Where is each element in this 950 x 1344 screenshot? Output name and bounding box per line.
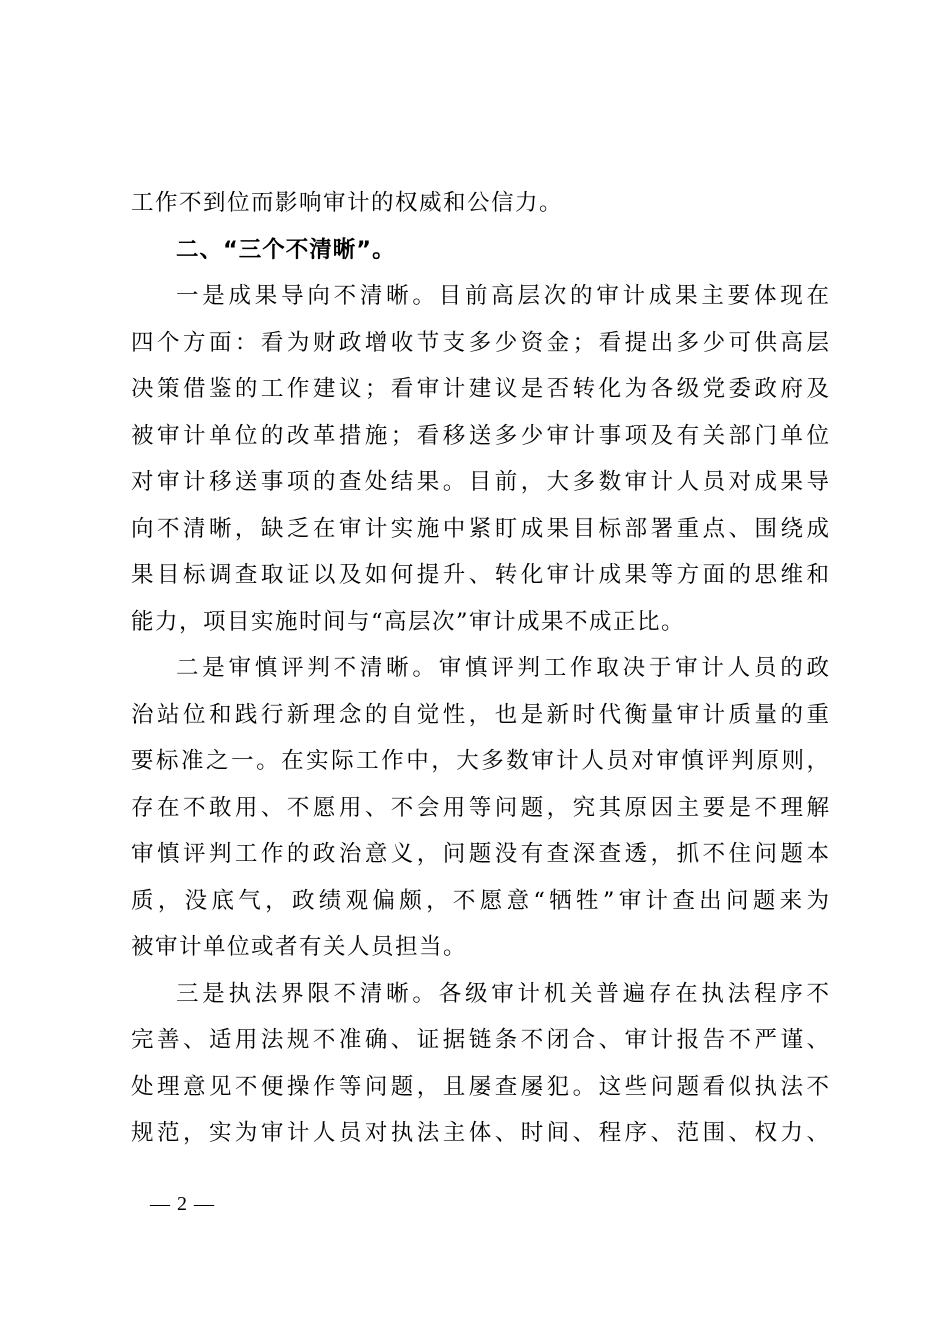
paragraph-line: 审慎评判工作的政治意义，问题没有查深查透，抓不住问题本	[131, 841, 829, 867]
paragraph-line: 工作不到位而影响审计的权威和公信力。	[131, 190, 564, 216]
paragraph-line: 处理意见不便操作等问题，且屡查屡犯。这些问题看似执法不	[131, 1073, 829, 1100]
paragraph-line: 存在不敢用、不愿用、不会用等问题，究其原因主要是不理解	[131, 794, 829, 821]
paragraph-line: 向不清晰，缺乏在审计实施中紧盯成果目标部署重点、围绕成	[131, 515, 829, 542]
paragraph-line: 一是成果导向不清晰。目前高层次的审计成果主要体现在	[176, 283, 829, 309]
paragraph-line: 要标准之一。在实际工作中，大多数审计人员对审慎评判原则，	[131, 748, 829, 774]
document-body	[131, 180, 829, 1157]
paragraph-line: 能力，项目实施时间与“高层次”审计成果不成正比。	[131, 608, 686, 635]
paragraph-line: 果目标调查取证以及如何提升、转化审计成果等方面的思维和	[131, 562, 829, 588]
paragraph-line: 治站位和践行新理念的自觉性，也是新时代衡量审计质量的重	[131, 701, 829, 728]
paragraph-line: 对审计移送事项的查处结果。目前，大多数审计人员对成果导	[131, 469, 829, 495]
paragraph-line: 三是执法界限不清晰。各级审计机关普遍存在执法程序不	[176, 980, 829, 1007]
page-number: — 2 —	[150, 1193, 215, 1215]
paragraph-line: 四个方面：看为财政增收节支多少资金；看提出多少可供高层	[131, 329, 829, 356]
paragraph-line: 二是审慎评判不清晰。审慎评判工作取决于审计人员的政	[176, 655, 829, 681]
paragraph-line: 规范，实为审计人员对执法主体、时间、程序、范围、权力、	[131, 1120, 829, 1146]
paragraph-line: 被审计单位或者有关人员担当。	[131, 934, 468, 960]
paragraph-line: 质，没底气，政绩观偏颇，不愿意“牺牲”审计查出问题来为	[131, 887, 829, 914]
paragraph-line: 决策借鉴的工作建议；看审计建议是否转化为各级党委政府及	[131, 376, 829, 402]
paragraph-line: 被审计单位的改革措施；看移送多少审计事项及有关部门单位	[131, 422, 829, 449]
paragraph-line: 完善、适用法规不准确、证据链条不闭合、审计报告不严谨、	[131, 1027, 829, 1053]
section-heading: 二、“三个不清晰”。	[176, 236, 396, 263]
